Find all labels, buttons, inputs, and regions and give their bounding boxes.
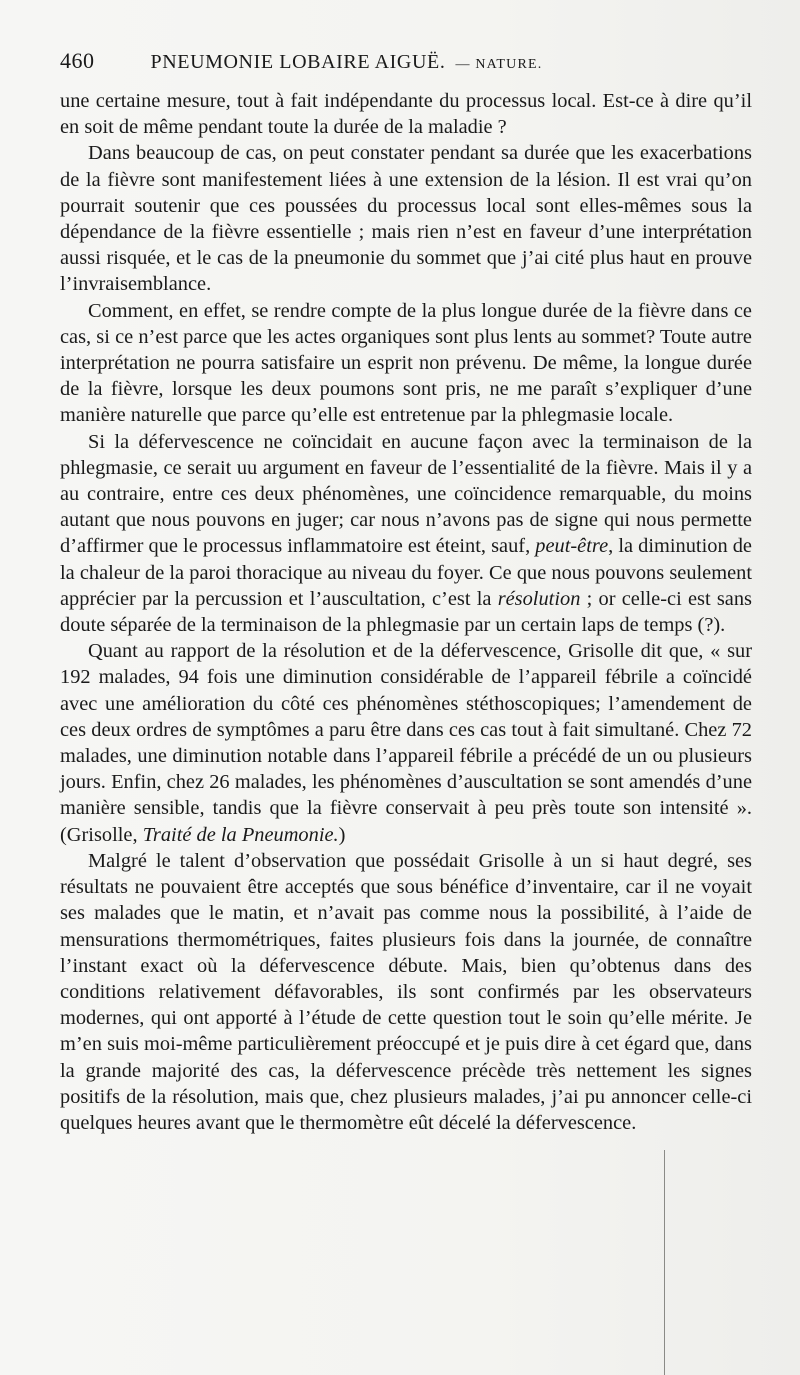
paragraph-text: Si la défervescence ne coïncidait en aucune façon avec la terminaison de la phlegmasie, ce serait uu argument en faveur de l’essentialité de la fièvre. Mais il y a au contraire, entre ces deux phénomènes, une coïncidence remarquable, du moins autant que nous pouvons en juger; car nous n’avons pas de signe qui nous permette d’affirmer que le processus inflammatoire est éteint, sauf, — [60, 430, 752, 558]
paragraph-text: Comment, en effet, se rendre compte de la plus longue durée de la fièvre dans ce cas, si ce n’est parce que les actes organiques sont plus lents au sommet? Toute autre interprétation ne pourra satisfaire un esprit non prévenu. De même, la longue durée de la fièvre, lorsque les deux poumons sont pris, ne me paraît s’expliquer d’une manière naturelle que parce qu’elle est entretenue par la phlegmasie locale. — [60, 299, 752, 427]
paragraph-text: une certaine mesure, tout à fait indépendante du processus local. Est-ce à dire qu’il en soit de même pendant toute la durée de la maladie ? — [60, 90, 752, 139]
paragraph-text: Dans beaucoup de cas, on peut constater pendant sa durée que les exacerbations de la fièvre sont manifestement liées à une extension de la lésion. Il est vrai qu’on pourrait soutenir que ces poussées du processus local sont elles-mêmes sous la dépendance de la fièvre essentielle ; mais rien n’est en faveur d’une interprétation aussi risquée, et le cas de la pneumonie du sommet que j’ai cité plus haut en prouve l’invraisemblance. — [60, 142, 752, 296]
page-number: 460 — [60, 48, 95, 73]
paragraph-p1 — [60, 88, 752, 140]
paragraph-p3 — [60, 298, 752, 429]
body-text — [60, 88, 752, 1136]
paragraph-text: ; or celle-ci est sans doute séparée de la terminaison de la phlegmasie par un certain laps de temps (?). — [60, 587, 752, 637]
paragraph-p4 — [60, 429, 752, 639]
paragraph-text: Quant au rapport de la résolution et de la défervescence, Grisolle dit que, « sur 192 malades, 94 fois une diminution considérable de l’appareil fébrile a coïncidé avec une amélioration du côté ces phénomènes stéthoscopiques; l’amendement de ces deux ordres de symptômes a paru être dans ces cas tout à fait simultané. Chez 72 malades, une diminution notable dans l’appareil fébrile a précédé de un ou plusieurs jours. Enfin, chez 26 malades, les phénomènes d’auscultation se sont amendés d’une manière sensible, tandis que la fièvre conservait à peu près toute son intensité ». (Grisolle, — [60, 640, 752, 846]
page-crease — [664, 1150, 665, 1375]
italic-text: résolution — [497, 587, 581, 610]
paragraph-text: , la diminution de la chaleur de la paroi thoracique au niveau du foyer. Ce que nous pouvons seulement apprécier par la percussion et l’auscultation, c’est la — [60, 535, 752, 610]
paragraph-p2 — [60, 140, 752, 297]
running-subtitle: — NATURE. — [455, 57, 543, 72]
italic-text: peut-être — [535, 535, 609, 558]
paragraph-p5 — [60, 638, 752, 848]
italic-text: Traité de la Pneumonie. — [142, 823, 339, 846]
running-title: PNEUMONIE LOBAIRE AIGUË. — [150, 51, 446, 73]
running-header — [60, 48, 752, 80]
paragraph-text: ) — [338, 823, 346, 846]
paragraph-text: Malgré le talent d’observation que possédait Grisolle à un si haut degré, ses résultats ne pouvaient être acceptés que sous bénéfice d’inventaire, car il ne voyait ses malades que le matin, et n’avait pas comme nous la possibilité, à l’aide de mensurations thermométriques, faites plusieurs fois dans la journée, de connaître l’instant exact où la défervescence débute. Mais, bien qu’obtenus dans des conditions relativement défavorables, ils sont confirmés par les observateurs modernes, qui ont apporté à l’étude de cette question tout le soin qu’elle mérite. Je m’en suis moi-même particulièrement préoccupé et je puis dire à cet égard que, dans la grande majorité des cas, la défervescence précède très nettement les signes positifs de la résolution, mais que, chez plusieurs malades, j’ai pu annoncer celle-ci quelques heures avant que le thermomètre eût décelé la défervescence. — [60, 849, 752, 1134]
paragraph-p6 — [60, 848, 752, 1136]
